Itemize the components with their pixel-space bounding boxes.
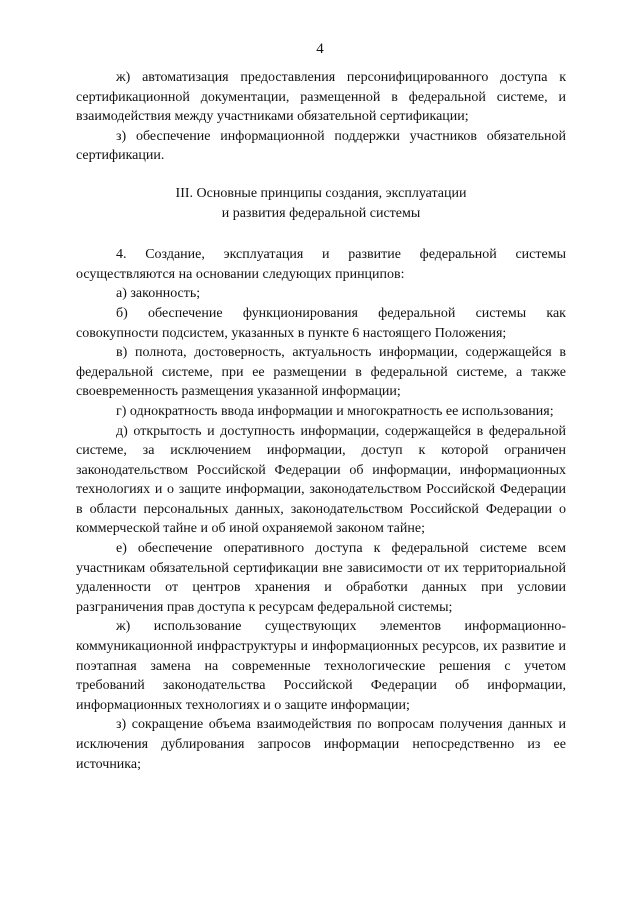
paragraph-principle-a: а) законность; [116,286,201,302]
paragraph-principle-zh: ж) использование существующих элементов информационно-коммуникационной инфраструктуры и информационных ресурсов, их развитие и поэтапная замена на современные технологические решения с учетом требований законодательства Российской Федерации об информации, информационных технологиях и о защите информации; [76,619,566,713]
paragraph-item-z: з) обеспечение информационной поддержки участников обязательной сертификации. [76,128,566,164]
paragraph-principle-z: з) сокращение объема взаимодействия по вопросам получения данных и исключения дублирования запросов информации непосредственно из ее источника; [76,717,566,772]
paragraph-principle-v: в) полнота, достоверность, актуальность информации, содержащейся в федеральной системе, при ее размещении в федеральной системе, а также своевременность размещения указанной информации; [76,345,566,400]
paragraph-principle-g: г) однократность ввода информации и многократность ее использования; [116,403,554,419]
section-heading-line-1: III. Основные принципы создания, эксплуатации [175,185,467,201]
section-heading [76,184,566,223]
section-heading-line-2: и развития федеральной системы [221,205,421,221]
paragraph-principle-e: е) обеспечение оперативного доступа к федеральной системе всем участникам обязательной сертификации вне зависимости от их территориальной удаленности от центров хранения и обработки данных при условии разграничения прав доступа к ресурсам федеральной системы; [76,541,566,615]
paragraph-item-zh: ж) автоматизация предоставления персонифицированного доступа к сертификационной документации, размещенной в федеральной системе, и взаимодействия между участниками обязательной сертификации; [76,70,566,125]
paragraph-clause-4: 4. Создание, эксплуатация и развитие федеральной системы осуществляются на основании следующих принципов: [76,247,566,282]
page-number: 4 [316,41,324,57]
document-body [76,68,566,774]
paragraph-principle-b: б) обеспечение функционирования федеральной системы как совокупности подсистем, указанных в пункте 6 настоящего Положения; [76,305,566,341]
paragraph-principle-d: д) открытость и доступность информации, содержащейся в федеральной системе, за исключением информации, доступ к которой ограничен законодательством Российской Федерации об информации, информационных технологиях и о защите информации, законодательством Российской Федерации в области персональных данных, законодательством Российской Федерации о коммерческой тайне и об иной охраняемой законом тайне; [76,423,566,537]
